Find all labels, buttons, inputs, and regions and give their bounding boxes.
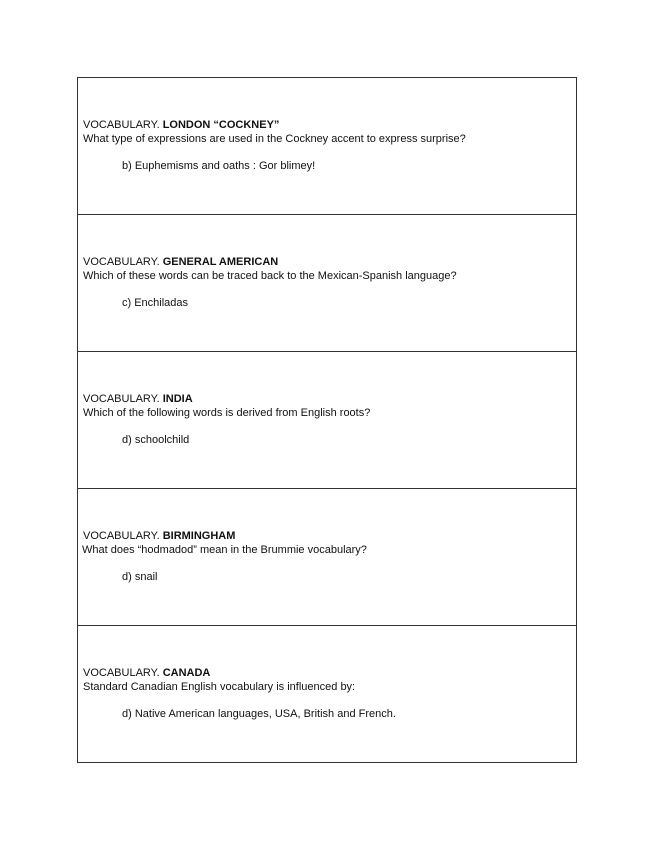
card-topic: INDIA <box>162 393 193 405</box>
quiz-card-table <box>77 77 577 763</box>
card-title <box>83 530 235 543</box>
quiz-card-cockney <box>78 78 576 215</box>
quiz-card-birmingham <box>78 489 576 626</box>
card-answer: d) schoolchild <box>122 434 190 446</box>
quiz-card-general-american <box>78 215 576 352</box>
card-question: Which of these words can be traced back to the Mexican-Spanish language? <box>83 270 457 282</box>
card-question: Which of the following words is derived from English roots? <box>83 407 371 419</box>
card-title <box>83 393 193 406</box>
card-topic: CANADA <box>162 667 211 679</box>
card-answer: c) Enchiladas <box>122 297 189 309</box>
card-answer: d) Native American languages, USA, British and French. <box>122 708 396 720</box>
card-category: VOCABULARY. <box>83 530 160 542</box>
quiz-card-canada <box>78 626 576 762</box>
card-category: VOCABULARY. <box>83 393 160 405</box>
card-title <box>83 119 279 132</box>
card-topic: BIRMINGHAM <box>162 530 236 542</box>
card-title <box>83 667 210 680</box>
card-question: Standard Canadian English vocabulary is influenced by: <box>83 681 356 693</box>
card-answer: d) snail <box>122 571 158 583</box>
card-topic: GENERAL AMERICAN <box>162 256 279 268</box>
quiz-card-india <box>78 352 576 489</box>
card-question: What does “hodmadod” mean in the Brummie vocabulary? <box>82 544 367 556</box>
card-title <box>83 256 278 269</box>
card-category: VOCABULARY. <box>83 667 160 679</box>
card-topic: LONDON “COCKNEY” <box>162 119 280 131</box>
card-category: VOCABULARY. <box>83 256 160 268</box>
card-question: What type of expressions are used in the Cockney accent to express surprise? <box>83 133 466 145</box>
card-category: VOCABULARY. <box>83 119 160 131</box>
card-answer: b) Euphemisms and oaths : Gor blimey! <box>122 160 316 172</box>
